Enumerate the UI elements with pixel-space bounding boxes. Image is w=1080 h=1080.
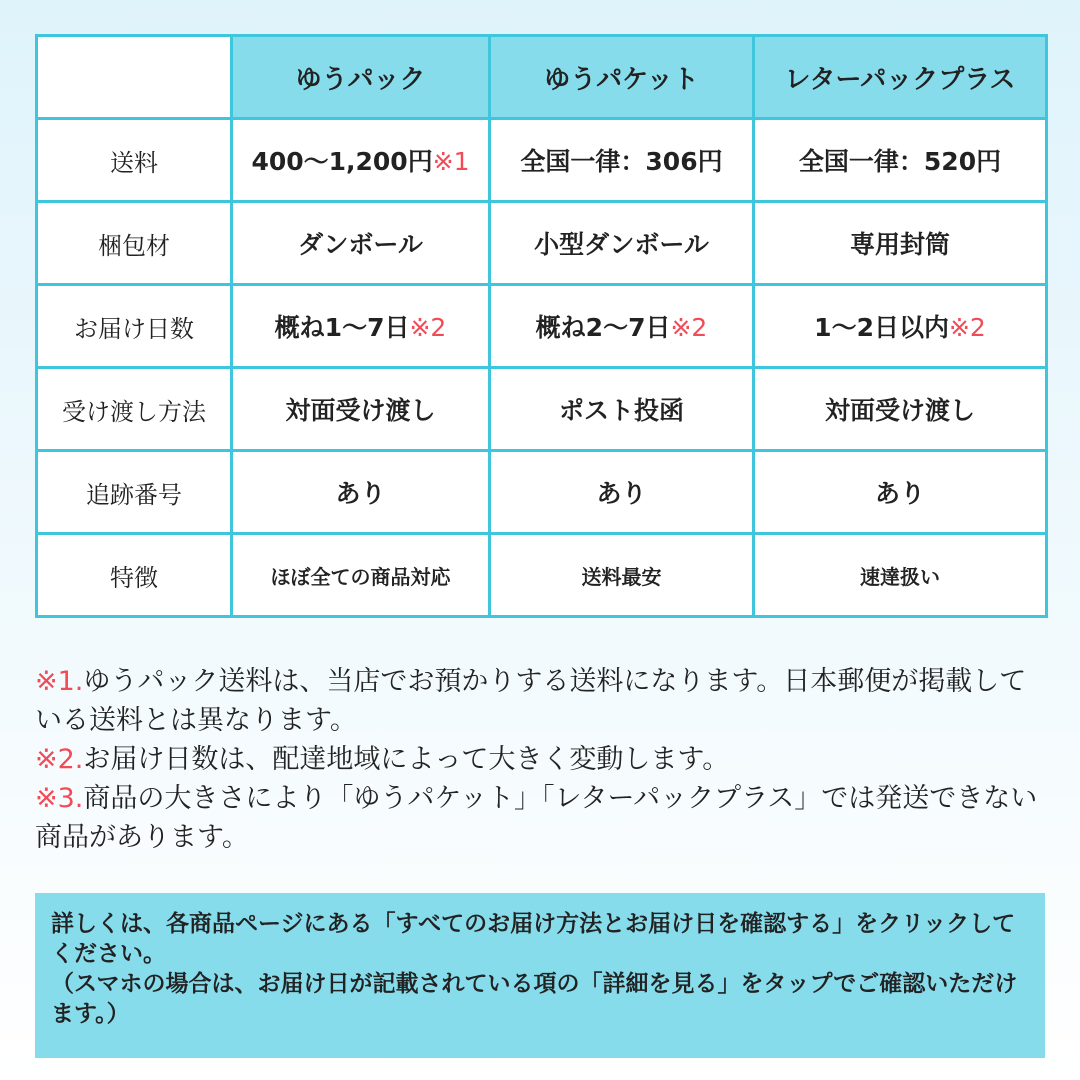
- table-cell: [754, 451, 1047, 534]
- row-label-shipping-fee: 送料: [37, 119, 232, 202]
- shipping-comparison-table: [35, 34, 1048, 618]
- cell-text: 概ね1〜7日: [274, 313, 410, 342]
- footnote-2: [35, 740, 1045, 779]
- table-cell: [232, 368, 490, 451]
- cell-text: 全国一律：520円: [798, 147, 1002, 176]
- row-label-delivery-days: お届け日数: [37, 285, 232, 368]
- cell-text: 送料最安: [581, 564, 662, 589]
- cell-text: あり: [874, 479, 925, 508]
- cell-text: 速達扱い: [860, 564, 940, 589]
- table-cell: [232, 285, 490, 368]
- cell-text: 概ね2〜7日: [535, 313, 671, 342]
- table-cell: [490, 285, 754, 368]
- footnote-mark: ※1.: [35, 666, 84, 697]
- row-label-features: 特徴: [37, 534, 232, 617]
- note-mark: ※2: [670, 313, 708, 342]
- cell-text: 1〜2日以内: [814, 313, 949, 342]
- info-box-line-2: （スマホの場合は、お届け日が記載されている項の「詳細を見る」をタップでご確認いただけます。）: [51, 971, 1018, 1027]
- table-cell: [490, 368, 754, 451]
- note-mark: ※2: [409, 313, 447, 342]
- table-header-row: [37, 36, 1047, 119]
- table-row: [37, 119, 1047, 202]
- table-row: [37, 534, 1047, 617]
- header-yupacket: ゆうパケット: [490, 36, 754, 119]
- cell-text: 対面受け渡し: [285, 396, 436, 425]
- table-cell: [232, 451, 490, 534]
- table-cell: [232, 202, 490, 285]
- table-cell: [490, 534, 754, 617]
- table-cell: [490, 119, 754, 202]
- header-letterpack-plus: レターパックプラス: [754, 36, 1047, 119]
- table-row: [37, 202, 1047, 285]
- info-box-line-1: 詳しくは、各商品ページにある「すべてのお届け方法とお届け日を確認する」をクリックしてください。: [51, 911, 1016, 967]
- header-corner: [37, 36, 232, 119]
- cell-text: ほぼ全ての商品対応: [270, 564, 451, 589]
- footnote-mark: ※3.: [35, 783, 84, 814]
- footnote-mark: ※2.: [35, 744, 84, 775]
- cell-text: 対面受け渡し: [824, 396, 975, 425]
- note-mark: ※2: [948, 313, 986, 342]
- note-mark: ※1: [432, 147, 470, 176]
- table-cell: [490, 451, 754, 534]
- cell-text: ダンボール: [298, 230, 423, 259]
- table-cell: [490, 202, 754, 285]
- table-row: [37, 285, 1047, 368]
- shipping-comparison-table-wrap: [35, 34, 1045, 618]
- header-yupack: ゆうパック: [232, 36, 490, 119]
- table-row: [37, 451, 1047, 534]
- table-cell: [754, 119, 1047, 202]
- footnote-3: [35, 779, 1045, 857]
- cell-text: ポスト投函: [558, 396, 684, 425]
- cell-text: 専用封筒: [849, 230, 950, 259]
- footnote-text: 商品の大きさにより「ゆうパケット」「レターパックプラス」では発送できない商品があります。: [35, 783, 1038, 853]
- table-cell: [232, 534, 490, 617]
- footnote-text: ゆうパック送料は、当店でお預かりする送料になります。日本郵便が掲載している送料とは異なります。: [35, 666, 1027, 736]
- table-cell: [754, 534, 1047, 617]
- footnotes: [35, 662, 1045, 857]
- cell-text: 全国一律：306円: [520, 147, 723, 176]
- cell-text: あり: [596, 479, 647, 508]
- cell-text: 小型ダンボール: [534, 230, 709, 259]
- table-cell: [754, 285, 1047, 368]
- row-label-packaging: 梱包材: [37, 202, 232, 285]
- cell-text: 400〜1,200円: [251, 147, 433, 176]
- cell-text: あり: [335, 479, 386, 508]
- row-label-handover-method: 受け渡し方法: [37, 368, 232, 451]
- table-cell: [754, 368, 1047, 451]
- table-cell: [232, 119, 490, 202]
- table-row: [37, 368, 1047, 451]
- table-cell: [754, 202, 1047, 285]
- footnote-1: [35, 662, 1045, 740]
- row-label-tracking-number: 追跡番号: [37, 451, 232, 534]
- info-box: [35, 893, 1045, 1058]
- footnote-text: お届け日数は、配達地域によって大きく変動します。: [83, 744, 730, 775]
